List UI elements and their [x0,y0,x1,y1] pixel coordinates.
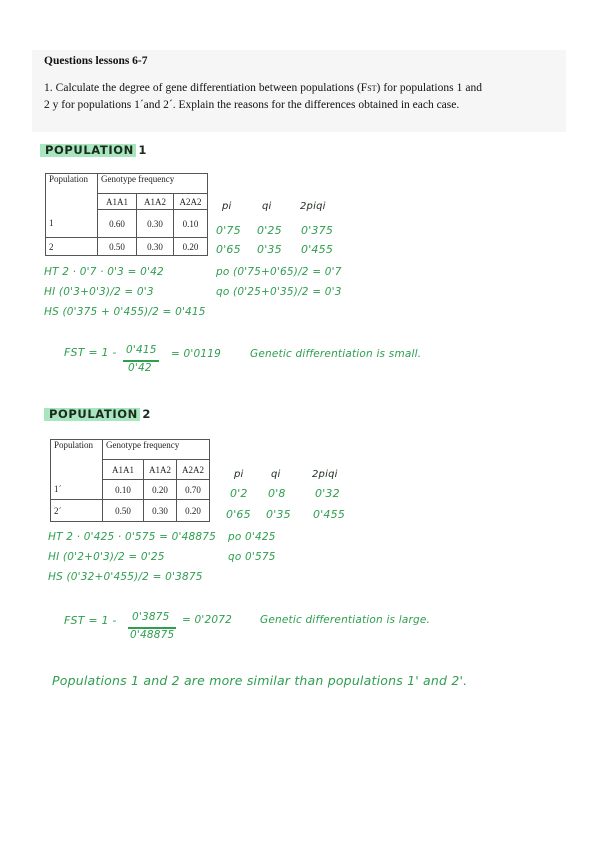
population-1-heading: POPULATION 1 [45,143,148,157]
calc-cell: 0'2 [230,487,248,500]
table-row: 1´ 0.10 0.20 0.70 [51,480,210,500]
population-2-heading: POPULATION 2 [49,407,152,421]
hi-formula-2: HI (0'2+0'3)/2 = 0'25 [48,551,165,563]
calc-cell: 0'455 [313,508,346,521]
table-row: 2´ 0.50 0.30 0.20 [51,500,210,522]
question-text: 1. Calculate the degree of gene differentiation between populations (FST) for populations 1 and 2 y for populations 1´and 2´. Explain the reasons for the differences obtained in each case. [44,82,482,111]
calc-cell: 0'65 [226,508,251,521]
calc-cell: 0'25 [257,224,282,237]
fst-label-2: FST = 1 - [64,614,117,627]
hi-formula-1: HI (0'3+0'3)/2 = 0'3 [44,286,154,298]
calc-cell: 0'65 [216,243,241,256]
genotype-a2a2: A2A2 [177,460,210,480]
conclusion-2: Genetic differentiation is large. [260,614,431,626]
fst-result-2: = 0'2072 [182,614,233,626]
hs-formula-1: HS (0'375 + 0'455)/2 = 0'415 [44,306,206,318]
genotype-table-2 [50,439,210,522]
calc-cell: 0'75 [216,224,241,237]
table-row: 2 0.50 0.30 0.20 [46,238,208,256]
final-note: Populations 1 and 2 are more similar than populations 1' and 2'. [52,673,468,688]
fst-numerator-2: 0'3875 [132,611,170,623]
genotype-a1a2: A1A2 [137,194,174,210]
calc-header-2piqi: 2piqi [312,469,338,480]
ht-formula-2: HT 2 · 0'425 · 0'575 = 0'48875 [48,531,217,543]
genotype-a1a1: A1A1 [103,460,144,480]
calc-cell: 0'35 [257,243,282,256]
qo-formula-1: qo (0'25+0'35)/2 = 0'3 [216,286,342,298]
table-row: 1 0.60 0.30 0.10 [46,210,208,238]
calc-cell: 0'375 [301,224,334,237]
po-formula-2: po 0'425 [228,531,276,543]
fst-label-1: FST = 1 - [64,346,117,359]
calc-cell: 0'35 [266,508,291,521]
calc-cell: 0'8 [268,487,286,500]
calc-header-qi: qi [271,469,281,480]
hs-formula-2: HS (0'32+0'455)/2 = 0'3875 [48,571,203,583]
table-header-genotype: Genotype frequency [98,174,208,194]
table-header-genotype: Genotype frequency [103,440,210,460]
qo-formula-2: qo 0'575 [228,551,276,563]
fst-denominator-1: 0'42 [128,362,152,374]
conclusion-1: Genetic differentiation is small. [250,348,422,360]
genotype-table-1 [45,173,208,256]
calc-header-pi: pi [234,469,244,480]
table-header-population: Population [51,440,103,460]
genotype-a1a2: A1A2 [144,460,177,480]
genotype-a1a1: A1A1 [98,194,137,210]
fst-denominator-2: 0'48875 [130,629,175,641]
fst-result-1: = 0'0119 [171,348,222,360]
genotype-a2a2: A2A2 [174,194,208,210]
calc-cell: 0'455 [301,243,334,256]
po-formula-1: po (0'75+0'65)/2 = 0'7 [216,266,342,278]
calc-header-2piqi: 2piqi [300,201,326,212]
question-title: Questions lessons 6-7 [44,55,148,67]
calc-header-pi: pi [222,201,232,212]
calc-header-qi: qi [262,201,272,212]
fst-numerator-1: 0'415 [126,344,157,356]
ht-formula-1: HT 2 · 0'7 · 0'3 = 0'42 [44,266,164,278]
table-header-population: Population [46,174,98,194]
calc-cell: 0'32 [315,487,340,500]
